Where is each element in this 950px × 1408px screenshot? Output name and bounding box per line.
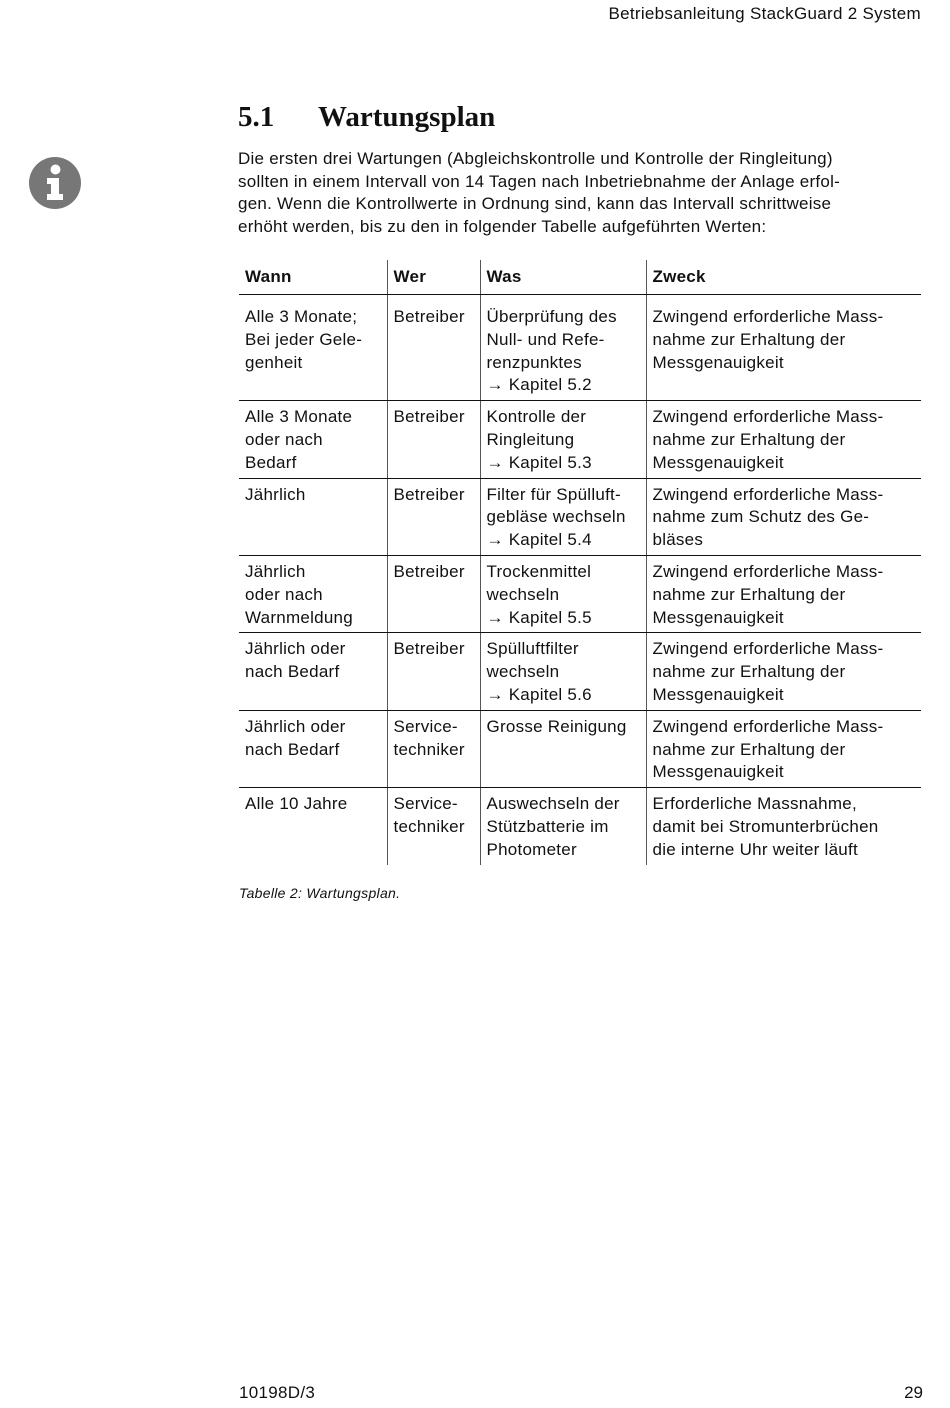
page-number: 29 [904, 1383, 923, 1402]
cell-line: Photometer [486, 839, 577, 859]
cell-line: Ringleitung [486, 429, 575, 449]
cell-line: Betreiber [393, 407, 465, 427]
intro-line: Die ersten drei Wartungen (Abgleichskontrolle und Kontrolle der Ringleitung) [238, 149, 833, 168]
cell-line: nach Bedarf [245, 662, 340, 682]
cell-line: Messgenauigkeit [652, 684, 784, 704]
table-row [239, 555, 921, 632]
cell-line: Stützbatterie im [486, 816, 609, 836]
cell-was [480, 555, 646, 632]
cell-zweck [646, 401, 921, 478]
cell-line: Bedarf [245, 452, 297, 472]
cell-line: oder nach [245, 584, 323, 604]
cell-line: Zwingend erforderliche Mass- [652, 307, 884, 326]
column-header-was: Was [480, 260, 646, 295]
cell-line: Warnmeldung [245, 607, 353, 627]
cell-line: nahme zur Erhaltung der [652, 662, 846, 682]
column-header-wann: Wann [239, 260, 387, 295]
cell-line: nahme zur Erhaltung der [652, 429, 846, 449]
document-number: 10198D/3 [239, 1383, 316, 1402]
cell-was [480, 633, 646, 710]
running-header: Betriebsanleitung StackGuard 2 System [608, 4, 921, 23]
cell-line: → Kapitel 5.6 [486, 684, 592, 704]
cell-wer [387, 299, 480, 401]
cell-line: Kontrolle der [486, 407, 587, 427]
cell-zweck [646, 788, 921, 865]
cell-line: Null- und Refe- [486, 329, 605, 349]
cell-wann [239, 710, 387, 787]
cell-was [480, 478, 646, 555]
cell-line: nahme zur Erhaltung der [652, 329, 846, 349]
intro-line: erhöht werden, bis zu den in folgender Tabelle aufgeführten Werten: [238, 216, 767, 236]
cell-line: Erforderliche Massnahme, [652, 794, 857, 814]
cell-line: genheit [245, 352, 303, 372]
cell-was [480, 401, 646, 478]
cell-line: bläses [652, 530, 704, 550]
cell-wann [239, 788, 387, 865]
cell-line: Grosse Reinigung [486, 716, 627, 736]
cell-was [480, 788, 646, 865]
cell-line: Alle 3 Monate; [245, 307, 358, 326]
cell-line: Betreiber [393, 639, 465, 659]
section-title [238, 101, 495, 134]
cell-zweck [646, 478, 921, 555]
cell-line: techniker [393, 816, 465, 836]
cell-line: Spülluftfilter [486, 639, 579, 659]
cell-line: Betreiber [393, 484, 465, 504]
cell-line: Jährlich oder [245, 716, 346, 736]
table-body [239, 299, 921, 865]
cell-zweck [646, 555, 921, 632]
cell-zweck [646, 710, 921, 787]
table-header-row [239, 260, 921, 295]
cell-line: nach Bedarf [245, 739, 340, 759]
table-row [239, 633, 921, 710]
column-header-zweck: Zweck [646, 260, 921, 295]
table-row [239, 478, 921, 555]
intro-line: sollten in einem Intervall von 14 Tagen nach Inbetriebnahme der Anlage erfol- [238, 171, 841, 191]
cell-line: Zwingend erforderliche Mass- [652, 484, 884, 504]
info-icon-dot [51, 165, 61, 175]
info-icon [28, 156, 82, 210]
cell-was [480, 710, 646, 787]
cell-line: Jährlich [245, 561, 306, 581]
cell-zweck [646, 299, 921, 401]
cell-line: Zwingend erforderliche Mass- [652, 716, 884, 736]
table-row [239, 299, 921, 401]
maintenance-table [239, 260, 921, 865]
cell-wer [387, 555, 480, 632]
cell-wann [239, 299, 387, 401]
cell-line: Jährlich [245, 484, 306, 504]
cell-wer [387, 478, 480, 555]
cell-line: damit bei Stromunterbrüchen [652, 816, 879, 836]
cell-line: Filter für Spülluft- [486, 484, 621, 504]
column-header-wer: Wer [387, 260, 480, 295]
cell-line: Betreiber [393, 561, 465, 581]
cell-line: nahme zum Schutz des Ge- [652, 507, 870, 527]
cell-line: Betreiber [393, 307, 465, 326]
cell-line: Service- [393, 716, 458, 736]
cell-line: Trockenmittel [486, 561, 592, 581]
cell-line: techniker [393, 739, 465, 759]
cell-line: Jährlich oder [245, 639, 346, 659]
cell-wann [239, 478, 387, 555]
table-row [239, 401, 921, 478]
cell-line: nahme zur Erhaltung der [652, 584, 846, 604]
cell-was [480, 299, 646, 401]
cell-line: nahme zur Erhaltung der [652, 739, 846, 759]
cell-line: Überprüfung des [486, 307, 617, 326]
cell-line: Auswechseln der [486, 794, 620, 814]
cell-line: die interne Uhr weiter läuft [652, 839, 858, 859]
intro-paragraph [238, 148, 928, 238]
cell-line: → Kapitel 5.5 [486, 607, 592, 627]
cell-line: Zwingend erforderliche Mass- [652, 639, 884, 659]
cell-line: Messgenauigkeit [652, 352, 784, 372]
cell-line: Bei jeder Gele- [245, 329, 363, 349]
cell-line: Messgenauigkeit [652, 452, 784, 472]
cell-line: → Kapitel 5.4 [486, 530, 592, 550]
cell-line: wechseln [486, 584, 560, 604]
cell-line: gebläse wechseln [486, 507, 626, 527]
cell-line: Alle 10 Jahre [245, 794, 348, 814]
cell-line: → Kapitel 5.3 [486, 452, 592, 472]
table-row [239, 788, 921, 865]
cell-line: oder nach [245, 429, 323, 449]
cell-wer [387, 788, 480, 865]
cell-wer [387, 401, 480, 478]
cell-wann [239, 555, 387, 632]
section-number: 5.1 [238, 101, 275, 133]
cell-line: → Kapitel 5.2 [486, 375, 592, 395]
cell-line: Zwingend erforderliche Mass- [652, 407, 884, 427]
intro-line: gen. Wenn die Kontrollwerte in Ordnung sind, kann das Intervall schrittweise [238, 194, 832, 214]
cell-wer [387, 633, 480, 710]
cell-line: Messgenauigkeit [652, 607, 784, 627]
cell-wann [239, 401, 387, 478]
cell-line: renzpunktes [486, 352, 582, 372]
cell-line: Zwingend erforderliche Mass- [652, 561, 884, 581]
cell-line: Alle 3 Monate [245, 407, 353, 427]
cell-line: wechseln [486, 662, 560, 682]
cell-wer [387, 710, 480, 787]
cell-line: Messgenauigkeit [652, 762, 784, 782]
table-caption: Tabelle 2: Wartungsplan. [239, 885, 401, 901]
cell-wann [239, 633, 387, 710]
cell-line: Service- [393, 794, 458, 814]
cell-zweck [646, 633, 921, 710]
section-title-text: Wartungsplan [318, 101, 496, 133]
table-row [239, 710, 921, 787]
